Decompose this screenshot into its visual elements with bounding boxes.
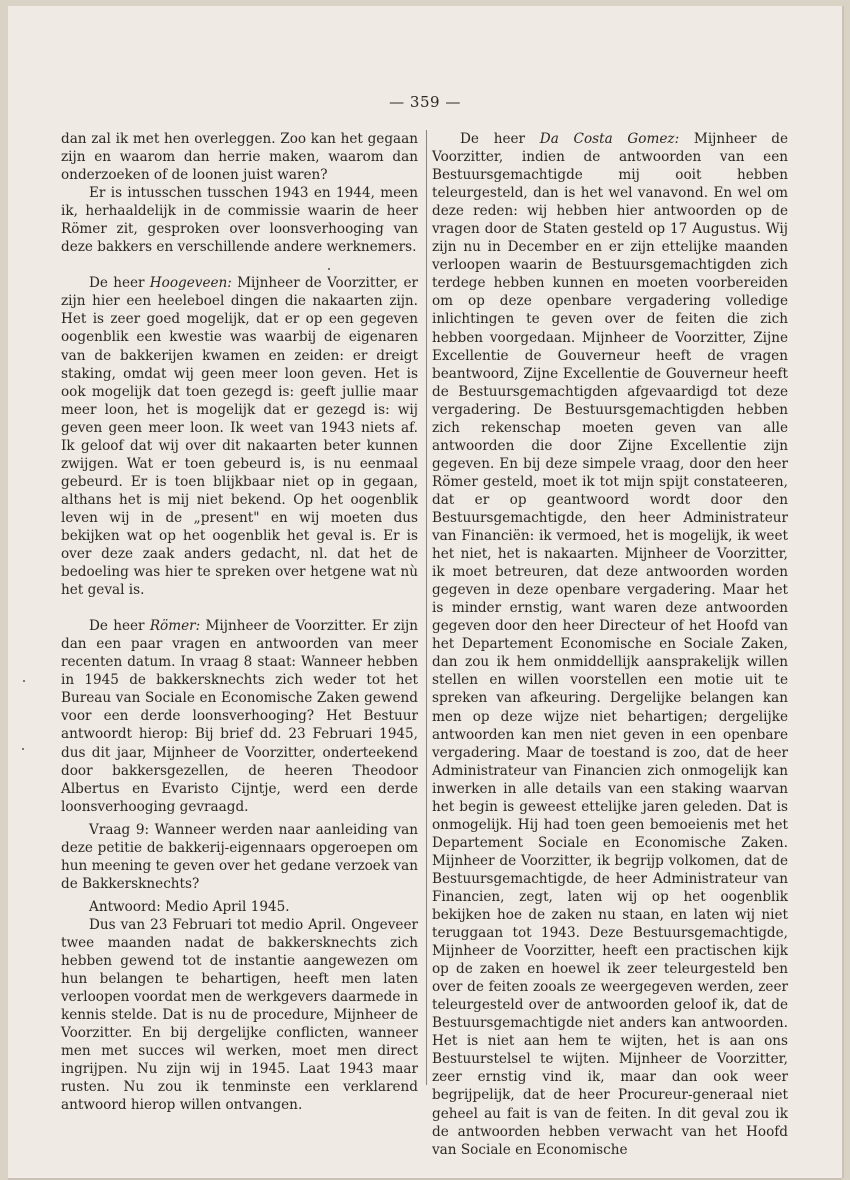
speaker-prefix: De heer (89, 618, 150, 635)
speaker-name: Da Costa Gomez: (539, 131, 680, 147)
speaker-prefix: De heer (460, 131, 540, 147)
print-speck (328, 268, 330, 270)
speech-text: Mijnheer de Voorzitter. Er zijn dan een paar vragen en antwoorden van meer recenten datum. In vraag 8 staat: Wanneer hebben in 1945 de bakkersknechts zich weder tot het Bureau van Sociale en Economische Zaken gewend voor een derde loonsverhooging? Het Bestuur antwoordt hierop: Bij brief dd. 23 Februari 1945, dus dit jaar, Mijnheer de Voorzitter, onderteekend door bakkersgezellen, de heeren Theodoor Albertus en Evaristo Cijntje, werd een derde loonsverhooging gevraagd. (61, 618, 418, 815)
paragraph-vraag-9: Vraag 9: Wanneer werden naar aanleiding van deze petitie de bakkerij-eigennaars opgeroepen om hun meening te geven over het gedane verzoek van de Bakkersknechts? (61, 821, 418, 892)
speech-text: Mijnheer de Voorzitter, er zijn hier een heeleboel dingen die nakaarten zijn. Het is zeer goed mogelijk, dat er op een gegeven oogenblik een kwestie was waarbij de eigenaren van de bakkerijen kwamen en zeiden: er dreigt staking, omdat wij geen meer loon geven. Het is ook mogelijk dat toen gezegd is: geeft jullie maar meer loon, het is mogelijk dat er gezegd is: wij geven geen meer loon. Ik weet van 1943 niets af. Ik geloof dat wij over dit nakaarten beter kunnen zwijgen. Wat er toen gebeurd is, is nu eenmaal gebeurd. Er is toen blijkbaar niet op in gegaan, althans het is mij niet bekend. Op het oogenblik leven wij in de „present" en wij moeten dus bekijken wat op het oogenblik het geval is. Er is over deze zaak anders gedacht, nl. dat het de bedoeling was hier te spreken over hetgene wat nù het geval is. (61, 275, 418, 599)
column-divider (426, 130, 427, 1085)
speaker-prefix: De heer (89, 275, 150, 292)
print-speck (22, 748, 24, 750)
page-number: — 359 — (389, 93, 461, 111)
paragraph-dus: Dus van 23 Februari tot medio April. Ongeveer twee maanden nadat de bakkersknechts zich hebben gewend tot de instantie aangewezen om hun belangen te behartigen, heeft men laten verloopen voordat men de werkgevers daarmede in kennis stelde. Dat is nu de procedure, Mijnheer de Voorzitter. En bij dergelijke conflicten, wanneer men met succes wil werken, moet men direct ingrijpen. Nu zijn wij in 1945. Laat 1943 maar rusten. Nu zou ik tenminste een verklarend antwoord hierop willen ontvangen. (61, 916, 418, 1114)
right-column (432, 130, 788, 1159)
print-speck (23, 680, 25, 682)
paragraph-da-costa-gomez (432, 130, 788, 1159)
left-column (61, 130, 418, 1114)
paragraph-1: dan zal ik met hen overleggen. Zoo kan het gegaan zijn en waarom dan herrie maken, waarom dan onderzoeken of de loonen juist waren? (61, 131, 418, 184)
paragraph-romer (61, 617, 418, 816)
speaker-name: Hoogeveen: (149, 275, 232, 292)
paragraph-hoogeveen (61, 274, 418, 599)
speaker-name: Römer: (149, 618, 201, 635)
speech-text: Mijnheer de Voorzitter, indien de antwoorden van een Bestuursgemachtigde mij ooit hebben teleurgesteld, dan is het wel vanavond. En wel om deze reden: wij hebben hier antwoorden op de vragen door de Staten gesteld op 17 Augustus. Wij zijn nu in December en er zijn ettelijke maanden verloopen waarin de Bestuursgemachtigden zich terdege hebben kunnen en moeten voorbereiden om op deze openbare vergadering volledige inlichtingen te geven over de feiten die zich hebben voorgedaan. Mijnheer de Voorzitter, Zijne Excellentie de Gouverneur heeft de vragen beantwoord, Zijne Excellentie de Gouverneur heeft de Bestuursgemachtigden afgevaardigd tot deze vergadering. De Bestuursgemachtigden hebben zich rekenschap moeten geven van alle antwoorden die door Zijne Excellentie zijn gegeven. En bij deze simpele vraag, door den heer Römer gesteld, moet ik tot mijn spijt constateeren, dat er op geantwoord wordt door den Bestuursgemachtigde, den heer Administrateur van Financiën: ik vermoed, het is mogelijk, ik weet het niet, het is nakaarten. Mijnheer de Voorzitter, ik moet betreuren, dat deze antwoorden worden gegeven in deze openbare vergadering. Maar het is minder ernstig, want waren deze antwoorden gegeven door den heer Directeur of het Hoofd van het Departement Economische en Sociale Zaken, dan zou ik hem onmiddellijk aansprakelijk willen stellen en willen voorstellen een motie uit te spreken van afkeuring. Dergelijke belangen kan men op deze wijze niet behartigen; dergelijke antwoorden kan men niet geven in een openbare vergadering. Maar de toestand is zoo, dat de heer Administrateur van Financien zich onmogelijk kan inwerken in alle details van een staking waarvan het begin is geweest ettelijke jaren geleden. Dat is onmogelijk. Hij had toen geen bemoeienis met het Departement Sociale en Economische Zaken. Mijnheer de Voorzitter, ik begrijp volkomen, dat de Bestuursgemachtigde, de heer Administrateur van Financien, zegt, laten wij op het oogenblik bekijken hoe de zaken nu staan, en laten wij niet teruggaan tot 1943. Deze Bestuursgemachtigde, Mijnheer de Voorzitter, heeft een practischen kijk op de zaken en hoewel ik zeer teleurgesteld ben over de feiten zooals ze weergegeven werden, zeer teleurgesteld over de antwoorden geloof ik, dat de Bestuursgemachtigde niet anders kan antwoorden. Het is niet aan hem te wijten, het is aan ons Bestuurstelsel te wijten. Mijnheer de Voorzitter, zeer ernstig vind ik, maar dan ook weer begrijpelijk, dat de heer Procureur-generaal niet geheel au fait is van de feiten. In dit geval zou ik de antwoorden hebben verwacht van het Hoofd van Sociale en Economische (432, 131, 788, 1158)
paragraph-antwoord: Antwoord: Medio April 1945. (89, 898, 290, 915)
paragraph-2: Er is intusschen tusschen 1943 en 1944, meen ik, herhaaldelijk in de commissie waarin de heer Römer zit, gesproken over loonsverhooging van deze bakkers en verschillende andere werknemers. (61, 185, 418, 256)
